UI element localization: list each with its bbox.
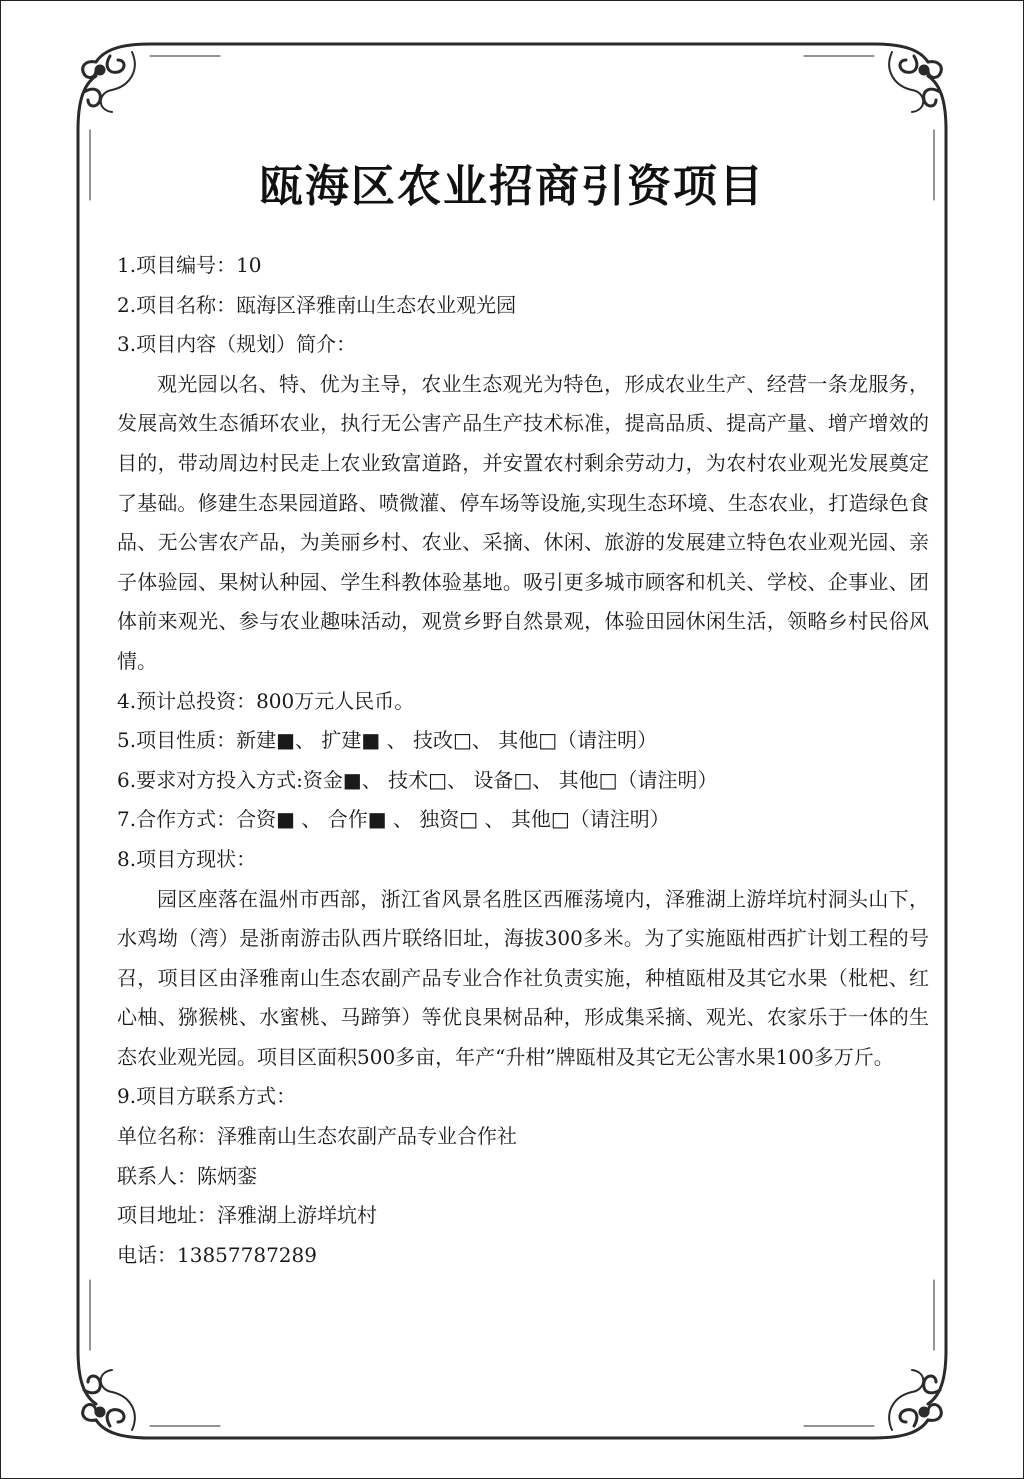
project-name: 2.项目名称：瓯海区泽雅南山生态农业观光园: [117, 292, 517, 317]
page-title: 瓯海区农业招商引资项目: [259, 161, 765, 212]
project-nature: 5.项目性质：新建■、 扩建■ 、 技改□、 其他□（请注明）: [117, 728, 658, 753]
project-content-text: 观光园以名、特、优为主导，农业生态观光为特色，形成农业生产、经营一条龙服务，发展高效生态循环农业，执行无公害产品生产技术标准，提高品质、提高产量、增产增效的目的，带动周边村民走上农业致富道路，并安置农村剩余劳动力，为农村农业观光发展奠定了基础。修建生态果园道路、喷微灌、停车场等设施,实现生态环境、生态农业，打造绿色食品、无公害农产品，为美丽乡村、农业、采摘、休闲、旅游的发展建立特色农业观光园、亲子体验园、果树认种园、学生科教体验基地。吸引更多城市顾客和机关、学校、企事业、团体前来观光、参与农业趣味活动，观赏乡野自然景观，体验田园休闲生活，领略乡村民俗风情。: [117, 371, 929, 673]
contact-person: 联系人：陈炳銮: [117, 1163, 257, 1188]
contact-label: 9.项目方联系方式：: [117, 1084, 297, 1109]
project-status-text: 园区座落在温州市西部，浙江省风景名胜区西雁荡境内，泽雅湖上游垟坑村洞头山下，水鸡坳（湾）是浙南游击队西片联络旧址，海拔300多米。为了实施瓯柑西扩计划工程的号召，项目区由泽雅南山生态农副产品专业合作社负责实施，种植瓯柑及其它水果（枇杷、红心柚、猕猴桃、水蜜桃、马蹄笋）等优良果树品种，形成集采摘、观光、农家乐于一体的生态农业观光园。项目区面积500多亩，年产“升柑”牌瓯柑及其它无公害水果100多万斤。: [117, 886, 929, 1069]
input-mode: 6.要求对方投入方式:资金■、 技术□、 设备□、 其他□（请注明）: [117, 767, 718, 792]
project-status-label: 8.项目方现状：: [117, 846, 257, 871]
project-content-label: 3.项目内容（规划）简介：: [117, 332, 357, 357]
project-address: 项目地址：泽雅湖上游垟坑村: [117, 1203, 377, 1228]
cooperation-mode: 7.合作方式：合资■ 、 合作■ 、 独资□ 、 其他□（请注明）: [117, 807, 670, 832]
total-investment: 4.预计总投资：800万元人民币。: [117, 688, 415, 713]
phone-number: 电话：13857787289: [117, 1242, 317, 1267]
document-body: [117, 246, 929, 1275]
organization-name: 单位名称：泽雅南山生态农副产品专业合作社: [117, 1124, 517, 1149]
project-number: 1.项目编号：10: [117, 253, 262, 277]
